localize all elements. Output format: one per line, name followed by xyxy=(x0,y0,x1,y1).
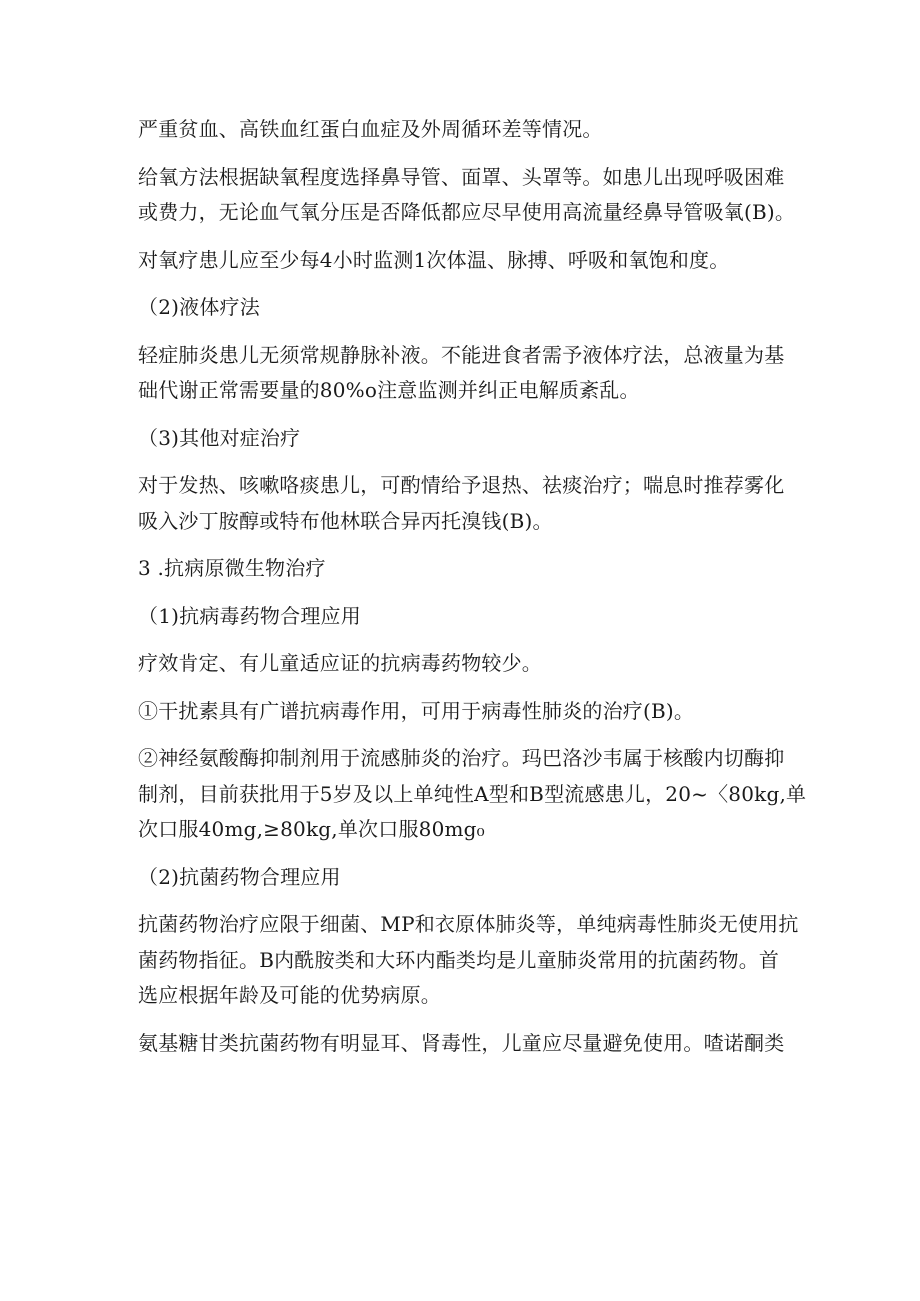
text-line: 础代谢正常需要量的80%o注意监测并纠正电解质紊乱。 xyxy=(138,378,640,402)
text-line: 轻症肺炎患儿无须常规静脉补液。不能进食者需予液体疗法，总液量为基 xyxy=(138,342,785,367)
heading-antiviral-use xyxy=(138,599,798,635)
text-line: 3 .抗病原微生物治疗 xyxy=(138,556,326,580)
text-line: （2)液体疗法 xyxy=(138,295,260,319)
paragraph-fluid-therapy xyxy=(138,338,798,409)
text-line: 制剂，目前获批用于5岁及以上单纯性A型和B型流感患儿，20~〈80kg,单 xyxy=(138,781,807,806)
heading-symptomatic-treatment xyxy=(138,421,798,457)
text-line: （2)抗菌药物合理应用 xyxy=(138,864,341,889)
heading-fluid-therapy xyxy=(138,290,798,326)
paragraph-oxygen-methods xyxy=(138,160,798,231)
text-line: （3)其他对症治疗 xyxy=(138,425,301,450)
heading-antibacterial-use xyxy=(138,860,798,896)
paragraph-antibacterial xyxy=(138,907,798,1014)
document-body xyxy=(138,112,807,1073)
text-line: 吸入沙丁胺醇或特布他林联合异丙托溴钱(B)。 xyxy=(138,508,553,533)
paragraph-oxygen-monitoring xyxy=(138,243,798,279)
text-line: 氨基糖甘类抗菌药物有明显耳、肾毒性，儿童应尽量避免使用。喳诺酮类 xyxy=(138,1030,785,1055)
text-line: 次口服40mg,≥80kg,单次口服80mg₀ xyxy=(138,817,485,841)
paragraph-anemia-conditions xyxy=(138,112,798,148)
text-line: 对氧疗患儿应至少每4小时监测1次体温、脉搏、呼吸和氧饱和度。 xyxy=(138,247,730,272)
text-line: （1)抗病毒药物合理应用 xyxy=(138,603,361,628)
paragraph-antiviral-scarcity xyxy=(138,646,798,682)
paragraph-neuraminidase xyxy=(138,741,807,848)
text-line: 抗菌药物治疗应限于细菌、MP和衣原体肺炎等，单纯病毒性肺炎无使用抗 xyxy=(138,912,799,936)
text-line: 或费力，无论血气氧分压是否降低都应尽早使用高流量经鼻导管吸氧(B)。 xyxy=(138,200,796,224)
heading-antimicrobial-treatment xyxy=(138,551,798,587)
text-line: 疗效肯定、有儿童适应证的抗病毒药物较少。 xyxy=(138,651,542,675)
text-line: 给氧方法根据缺氧程度选择鼻导管、面罩、头罩等。如患儿出现呼吸困难 xyxy=(138,164,785,189)
text-line: ②神经氨酸酶抑制剂用于流感肺炎的治疗。玛巴洛沙韦属于核酸内切酶抑 xyxy=(138,746,785,770)
text-line: 菌药物指征。B内酰胺类和大环内酯类均是儿童肺炎常用的抗菌药物。首 xyxy=(138,947,780,972)
text-line: 严重贫血、高铁血红蛋白血症及外周循环差等情况。 xyxy=(138,117,603,141)
text-line: 对于发热、咳嗽咯痰患儿，可酌情给予退热、祛痰治疗；喘息时推荐雾化 xyxy=(138,473,785,497)
text-line: ①干扰素具有广谱抗病毒作用，可用于病毒性肺炎的治疗(B)。 xyxy=(138,698,695,723)
text-line: 选应根据年龄及可能的优势病原。 xyxy=(138,983,441,1007)
paragraph-interferon xyxy=(138,694,798,730)
paragraph-aminoglycosides xyxy=(138,1026,798,1062)
paragraph-symptomatic-treatment xyxy=(138,468,798,539)
